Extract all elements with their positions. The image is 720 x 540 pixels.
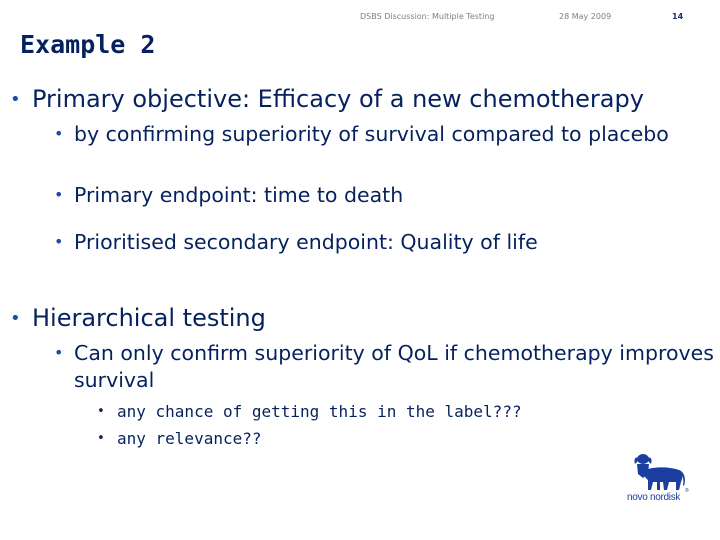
bullet-text: any relevance?? [117, 429, 262, 448]
bullet-text: Prioritised secondary endpoint: Quality of life [74, 230, 538, 254]
sub-bullet-qol-condition [54, 340, 714, 394]
registered-mark: ® [685, 488, 689, 494]
bullet-marker: • [54, 124, 64, 143]
sub-bullet-primary-endpoint [54, 182, 714, 209]
novo-nordisk-logo [621, 452, 691, 508]
bullet-text: any chance of getting this in the label??? [117, 402, 522, 421]
bullet-primary-objective [10, 84, 644, 116]
bullet-marker: • [97, 404, 105, 419]
bullet-text: Can only confirm superiority of QoL if chemotherapy improves survival [74, 341, 714, 392]
slide-title: Example 2 [20, 30, 156, 59]
bullet-hierarchical-testing [10, 303, 266, 335]
sub-bullet-superiority [54, 121, 714, 148]
bullet-marker: • [54, 343, 64, 362]
bullet-text: by confirming superiority of survival compared to placebo [74, 122, 669, 146]
bullet-marker: • [10, 89, 21, 110]
sub-bullet-secondary-endpoint [54, 229, 714, 256]
bullet-marker: • [54, 185, 64, 204]
bullet-marker: • [10, 308, 21, 329]
bullet-text: Primary endpoint: time to death [74, 183, 404, 207]
sub-sub-bullet-relevance [97, 428, 637, 450]
logo-wordmark: novo nordisk [627, 492, 681, 503]
page-number: 14 [672, 12, 684, 21]
bullet-marker: • [97, 431, 105, 446]
bullet-text: Primary objective: Efficacy of a new chemotherapy [32, 85, 644, 113]
header-event: DSBS Discussion: Multiple Testing [360, 12, 495, 21]
sub-sub-bullet-label [97, 401, 637, 423]
bullet-marker: • [54, 232, 64, 251]
header-date: 28 May 2009 [559, 12, 612, 21]
bullet-text: Hierarchical testing [32, 304, 266, 332]
